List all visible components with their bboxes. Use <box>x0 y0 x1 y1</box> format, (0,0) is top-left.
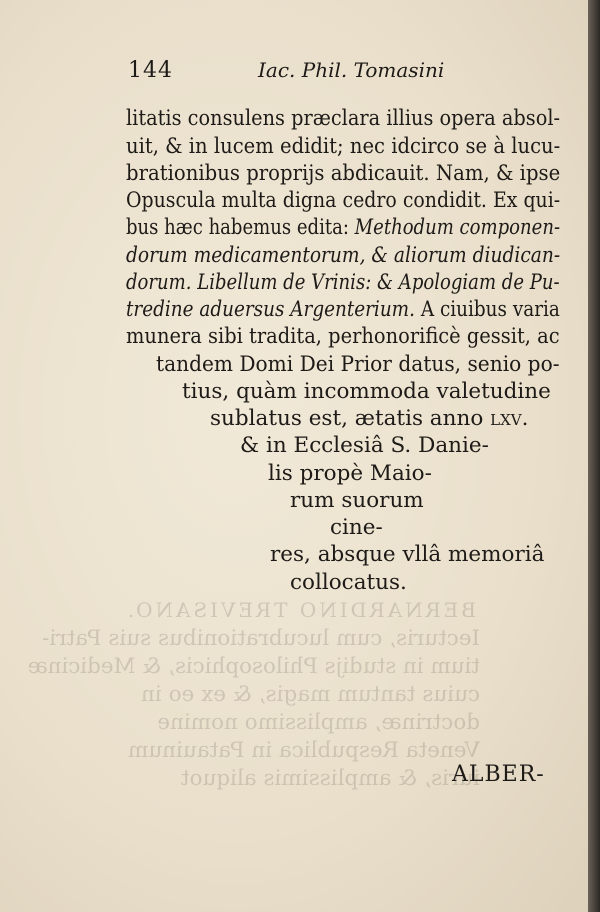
bleed-line: iuris, & amplissimis aliquot <box>180 766 480 791</box>
bleed-line: tium in studijs Philosophicis, & Medicinæ <box>27 654 480 679</box>
body-line <box>126 272 560 294</box>
running-head: Iac. Phil. Tomasini <box>258 58 445 82</box>
body-line <box>290 490 424 512</box>
page-edge <box>588 0 600 912</box>
text-run: A ciuibus varia <box>414 297 560 322</box>
body-line <box>268 463 432 485</box>
bleed-line: doctrinæ, amplissimo nomine <box>157 710 480 735</box>
text-run: munera sibi tradita, perhonorificè gessit, ac <box>126 324 560 349</box>
body-line <box>182 381 551 403</box>
page-header <box>0 58 588 88</box>
bleed-line: BERNARDINO TREVISANO. <box>124 598 476 622</box>
text-run: lxv. <box>490 406 529 431</box>
body-line <box>240 435 489 457</box>
text-run: collocatus. <box>290 570 407 595</box>
text-run: sublatus est, ætatis anno <box>210 406 491 431</box>
body-line <box>126 108 560 130</box>
body-line <box>126 136 560 158</box>
catchword: ALBER- <box>452 762 545 787</box>
body-line <box>126 326 560 348</box>
body-line <box>126 217 560 239</box>
text-run: rum suorum <box>290 488 424 513</box>
bleed-line: Iecturis, cum lucubrationibus suis Patri- <box>42 626 480 651</box>
body-line <box>126 190 560 212</box>
text-run: tandem Domi Dei Prior datus, senio po- <box>156 352 560 377</box>
text-run: tredine aduersus Argenterium. <box>126 297 415 322</box>
body-line <box>330 517 383 539</box>
text-run: lis propè Maio- <box>268 461 432 486</box>
text-run: dorum medicamentorum, & aliorum diudican- <box>126 243 561 268</box>
body-line <box>210 408 528 430</box>
text-run: litatis consulens præclara illius opera absol- <box>126 106 561 131</box>
text-run: & in Ecclesiâ S. Danie- <box>240 433 489 458</box>
text-run: Methodum componen- <box>354 215 561 240</box>
text-run: tius, quàm incommoda valetudine <box>182 379 551 404</box>
page-number: 144 <box>128 58 173 83</box>
body-line <box>156 354 560 376</box>
body-line <box>126 245 560 267</box>
body-line <box>126 299 560 321</box>
body-line <box>126 163 560 185</box>
body-line <box>290 572 407 594</box>
bleed-line: Veneta Respublica in Patauinum <box>127 738 480 763</box>
text-run: bus hæc habemus edita: <box>126 215 355 240</box>
text-run: Opuscula multa digna cedro condidit. Ex qui- <box>126 188 561 213</box>
bleed-line: cuius tantum magis, & ex eo in <box>141 682 480 707</box>
text-run: dorum. Libellum de Vrinis: & Apologiam de Pu- <box>126 270 560 295</box>
body-line <box>270 544 544 566</box>
text-run: uit, & in lucem edidit; nec idcirco se à lucu- <box>126 134 561 159</box>
text-run: cine- <box>330 515 383 540</box>
text-run: brationibus proprijs abdicauit. Nam, & ipse <box>126 161 561 186</box>
text-run: res, absque vllâ memoriâ <box>270 542 545 567</box>
